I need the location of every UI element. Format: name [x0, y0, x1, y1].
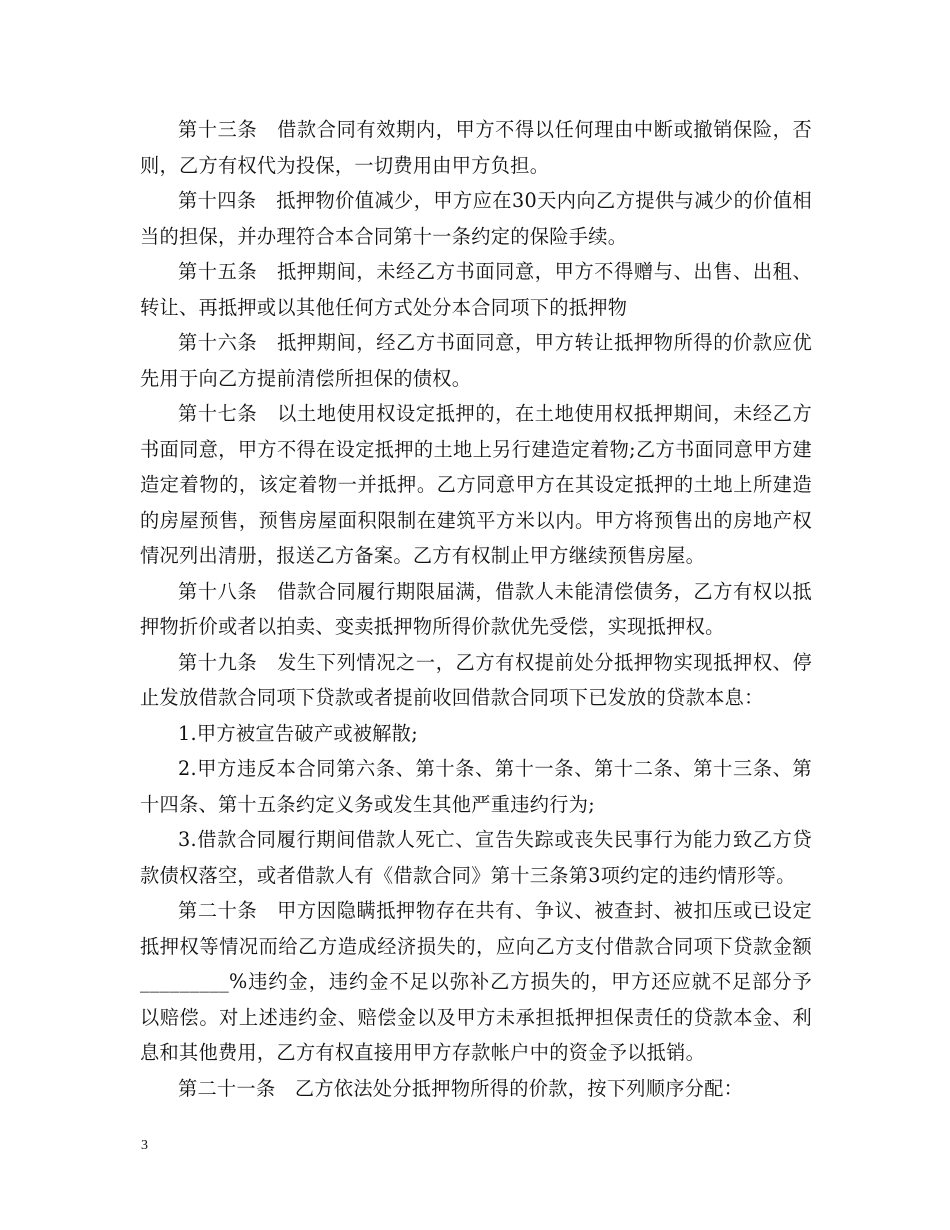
- page-number: 3: [141, 1138, 148, 1153]
- clause-19-item-1: 1.甲方被宣告破产或被解散;: [178, 721, 419, 745]
- clause-13-paragraph: 第十三条 借款合同有效期内，甲方不得以任何理由中断或撤销保险，否则，乙方有权代为投保，一切费用由甲方负担。: [140, 118, 812, 177]
- clause-17-paragraph: 第十七条 以土地使用权设定抵押的，在土地使用权抵押期间，未经乙方书面同意，甲方不得在设定抵押的土地上另行建造定着物;乙方书面同意甲方建造定着物的，该定着物一并抵押。乙方同意甲方在其设定抵押的土地上所建造的房屋预售，预售房屋面积限制在建筑平方米以内。甲方将预售出的房地产权情况列出清册，报送乙方备案。乙方有权制止甲方继续预售房屋。: [140, 402, 812, 567]
- clause-20-paragraph: 第二十条 甲方因隐瞒抵押物存在共有、争议、被查封、被扣压或已设定抵押权等情况而给乙方造成经济损失的，应向乙方支付借款合同项下贷款金额_________%违约金，违约金不足以弥补乙方损失的，甲方还应就不足部分予以赔偿。对上述违约金、赔偿金以及甲方未承担抵押担保责任的贷款本金、利息和其他费用，乙方有权直接用甲方存款帐户中的资金予以抵销。: [140, 899, 812, 1064]
- clause-14-paragraph: 第十四条 抵押物价值减少，甲方应在30天内向乙方提供与减少的价值相当的担保，并办理符合本合同第十一条约定的保险手续。: [140, 189, 812, 248]
- clause-15-paragraph: 第十五条 抵押期间，未经乙方书面同意，甲方不得赠与、出售、出租、转让、再抵押或以其他任何方式处分本合同项下的抵押物: [140, 260, 812, 319]
- clause-19-item-3: 3.借款合同履行期间借款人死亡、宣告失踪或丧失民事行为能力致乙方贷款债权落空，或者借款人有《借款合同》第十三条第3项约定的违约情形等。: [140, 828, 812, 887]
- document-page: [140, 112, 812, 1106]
- clause-19-paragraph: 第十九条 发生下列情况之一，乙方有权提前处分抵押物实现抵押权、停止发放借款合同项下贷款或者提前收回借款合同项下已发放的贷款本息：: [140, 650, 812, 709]
- clause-19-item-2: 2.甲方违反本合同第六条、第十条、第十一条、第十二条、第十三条、第十四条、第十五条约定义务或发生其他严重违约行为;: [140, 757, 812, 816]
- clause-21-paragraph: 第二十一条 乙方依法处分抵押物所得的价款，按下列顺序分配：: [178, 1076, 744, 1100]
- clause-18-paragraph: 第十八条 借款合同履行期限届满，借款人未能清偿债务，乙方有权以抵押物折价或者以拍卖、变卖抵押物所得价款优先受偿，实现抵押权。: [140, 579, 812, 638]
- clause-16-paragraph: 第十六条 抵押期间，经乙方书面同意，甲方转让抵押物所得的价款应优先用于向乙方提前清偿所担保的债权。: [140, 331, 812, 390]
